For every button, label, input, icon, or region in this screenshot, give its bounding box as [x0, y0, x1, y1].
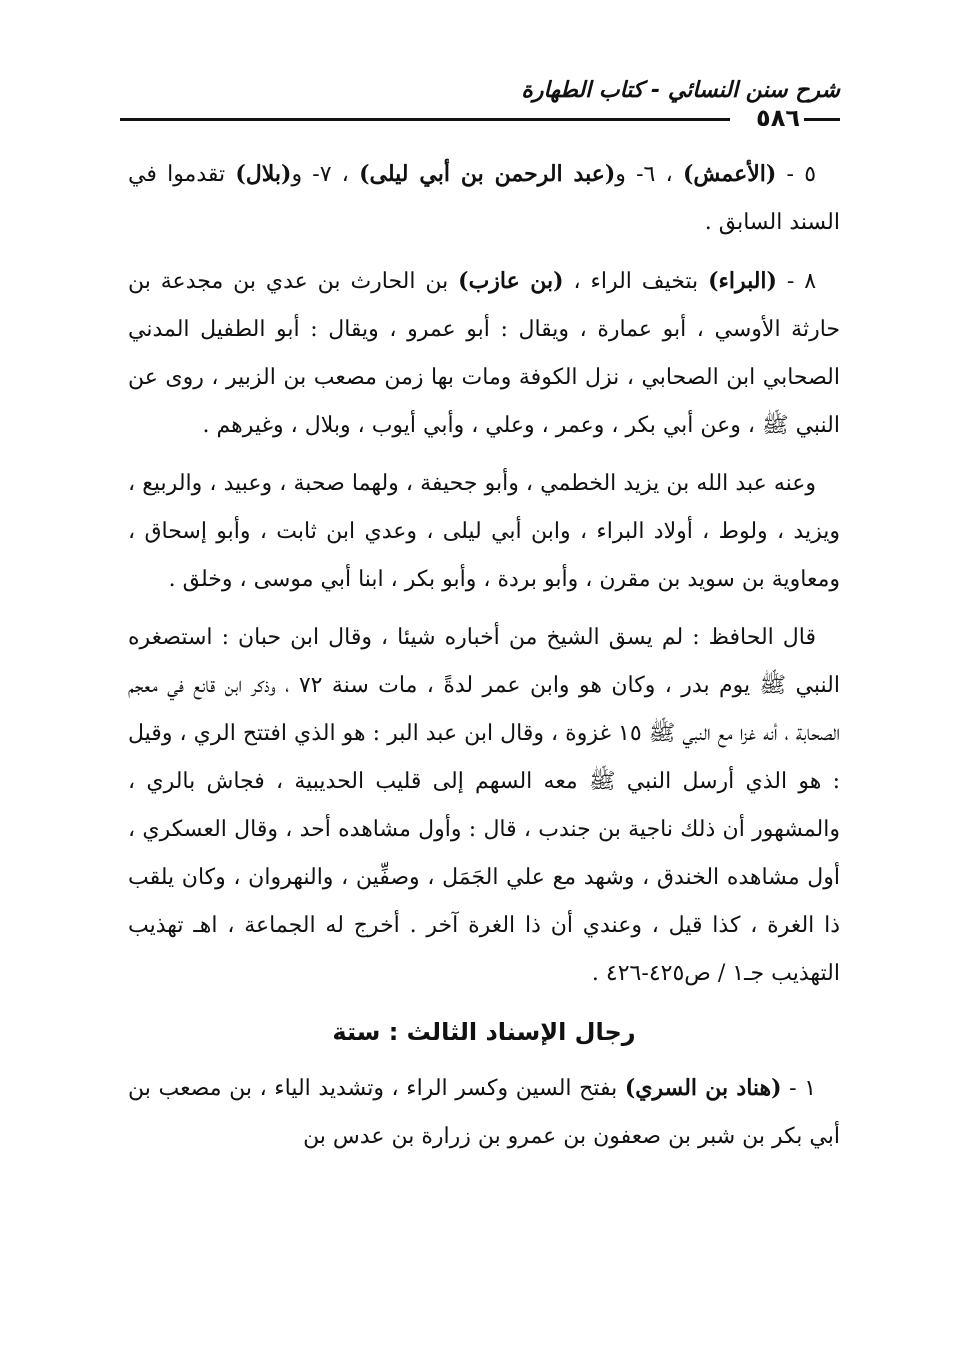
- paragraph: [128, 1064, 840, 1161]
- text-run: بفتح السين وكسر الراء ، وتشديد الياء ، بن مصعب بن أبي بكر بن شبر بن صعفون بن عمرو بن زرارة بن عدس بن: [128, 1076, 840, 1149]
- text-run: بتخيف الراء ،: [563, 269, 709, 294]
- text-run: ١ -: [781, 1076, 817, 1101]
- section-heading: رجال الإسناد الثالث : ستة: [332, 1018, 636, 1046]
- running-title: شرح سنن النسائي - كتاب الطهارة: [521, 78, 840, 103]
- body-text: [128, 150, 840, 1171]
- bold-name: (البراء): [708, 268, 777, 294]
- paragraph: [128, 257, 840, 450]
- text-run: قال الحافظ : لم يسق الشيخ من أخباره شيئا ، وقال ابن حبان : استصغره النبي ﷺ يوم بدر ، وكان هو وابن عمر لدةً ، مات سنة ٧٢ ، وذكر ابن قانع في معجم الصحابة ، أنه غزا مع النبي ﷺ ١٥ غزوة ، وقال ابن عبد البر : هو الذي افتتح الري ، وقيل : هو الذي أرسل النبي ﷺ معه السهم إلى قليب الحديبية ، فجاش بالري ، والمشهور أن ذلك ناجية بن جندب ، قال : وأول مشاهده أحد ، وقال العسكري ، أول مشاهده الخندق ، وشهد مع علي الجَمَل ، وصفِّين ، والنهروان ، وكان يلقب ذا الغرة ، كذا قيل ، وعندي أن ذا الغرة آخر . أخرج له الجماعة ، اهـ تهذيب التهذيب جـ١ / ص٤٢٥-٤٢٦ .: [128, 625, 841, 986]
- bold-name: (الأعمش): [682, 161, 777, 187]
- page-number: ٥٨٦: [756, 104, 800, 132]
- bold-name: (هناد بن السري): [624, 1075, 782, 1101]
- paragraph: [128, 150, 840, 247]
- page-number-dash: [804, 118, 840, 121]
- bold-name: (بلال): [235, 161, 292, 187]
- text-run: ، ٧- و: [291, 162, 360, 187]
- text-run: وعنه عبد الله بن يزيد الخطمي ، وأبو جحيفة ، ولهما صحبة ، وعبيد ، والربيع ، ويزيد ، ولوط ، أولاد البراء ، وابن أبي ليلى ، وعدي ابن ثابت ، وأبو إسحاق ، ومعاوية بن سويد بن مقرن ، وأبو بردة ، وأبو بكر ، ابنا أبي موسى ، وخلق .: [128, 471, 840, 592]
- text-run: ٨ -: [776, 269, 817, 294]
- header-rule: [120, 118, 730, 121]
- paragraph: [128, 460, 840, 604]
- text-run: ٥ -: [776, 162, 817, 187]
- bold-name: (بن عازب): [458, 268, 564, 294]
- text-run: ، ٦- و: [615, 162, 683, 187]
- text-run: تقدموا في السند السابق .: [128, 162, 840, 235]
- bold-name: (عبد الرحمن بن أبي ليلى): [359, 161, 616, 187]
- text-run: بن الحارث بن عدي بن مجدعة بن حارثة الأوسي ، أبو عمارة ، ويقال : أبو عمرو ، ويقال : أبو الطفيل المدني الصحابي ابن الصحابي ، نزل الكوفة ومات بها زمن مصعب بن الزبير ، روى عن النبي ﷺ ، وعن أبي بكر ، وعمر ، وعلي ، وأبي أيوب ، وبلال ، وغيرهم .: [128, 269, 840, 438]
- paragraph: [128, 614, 840, 998]
